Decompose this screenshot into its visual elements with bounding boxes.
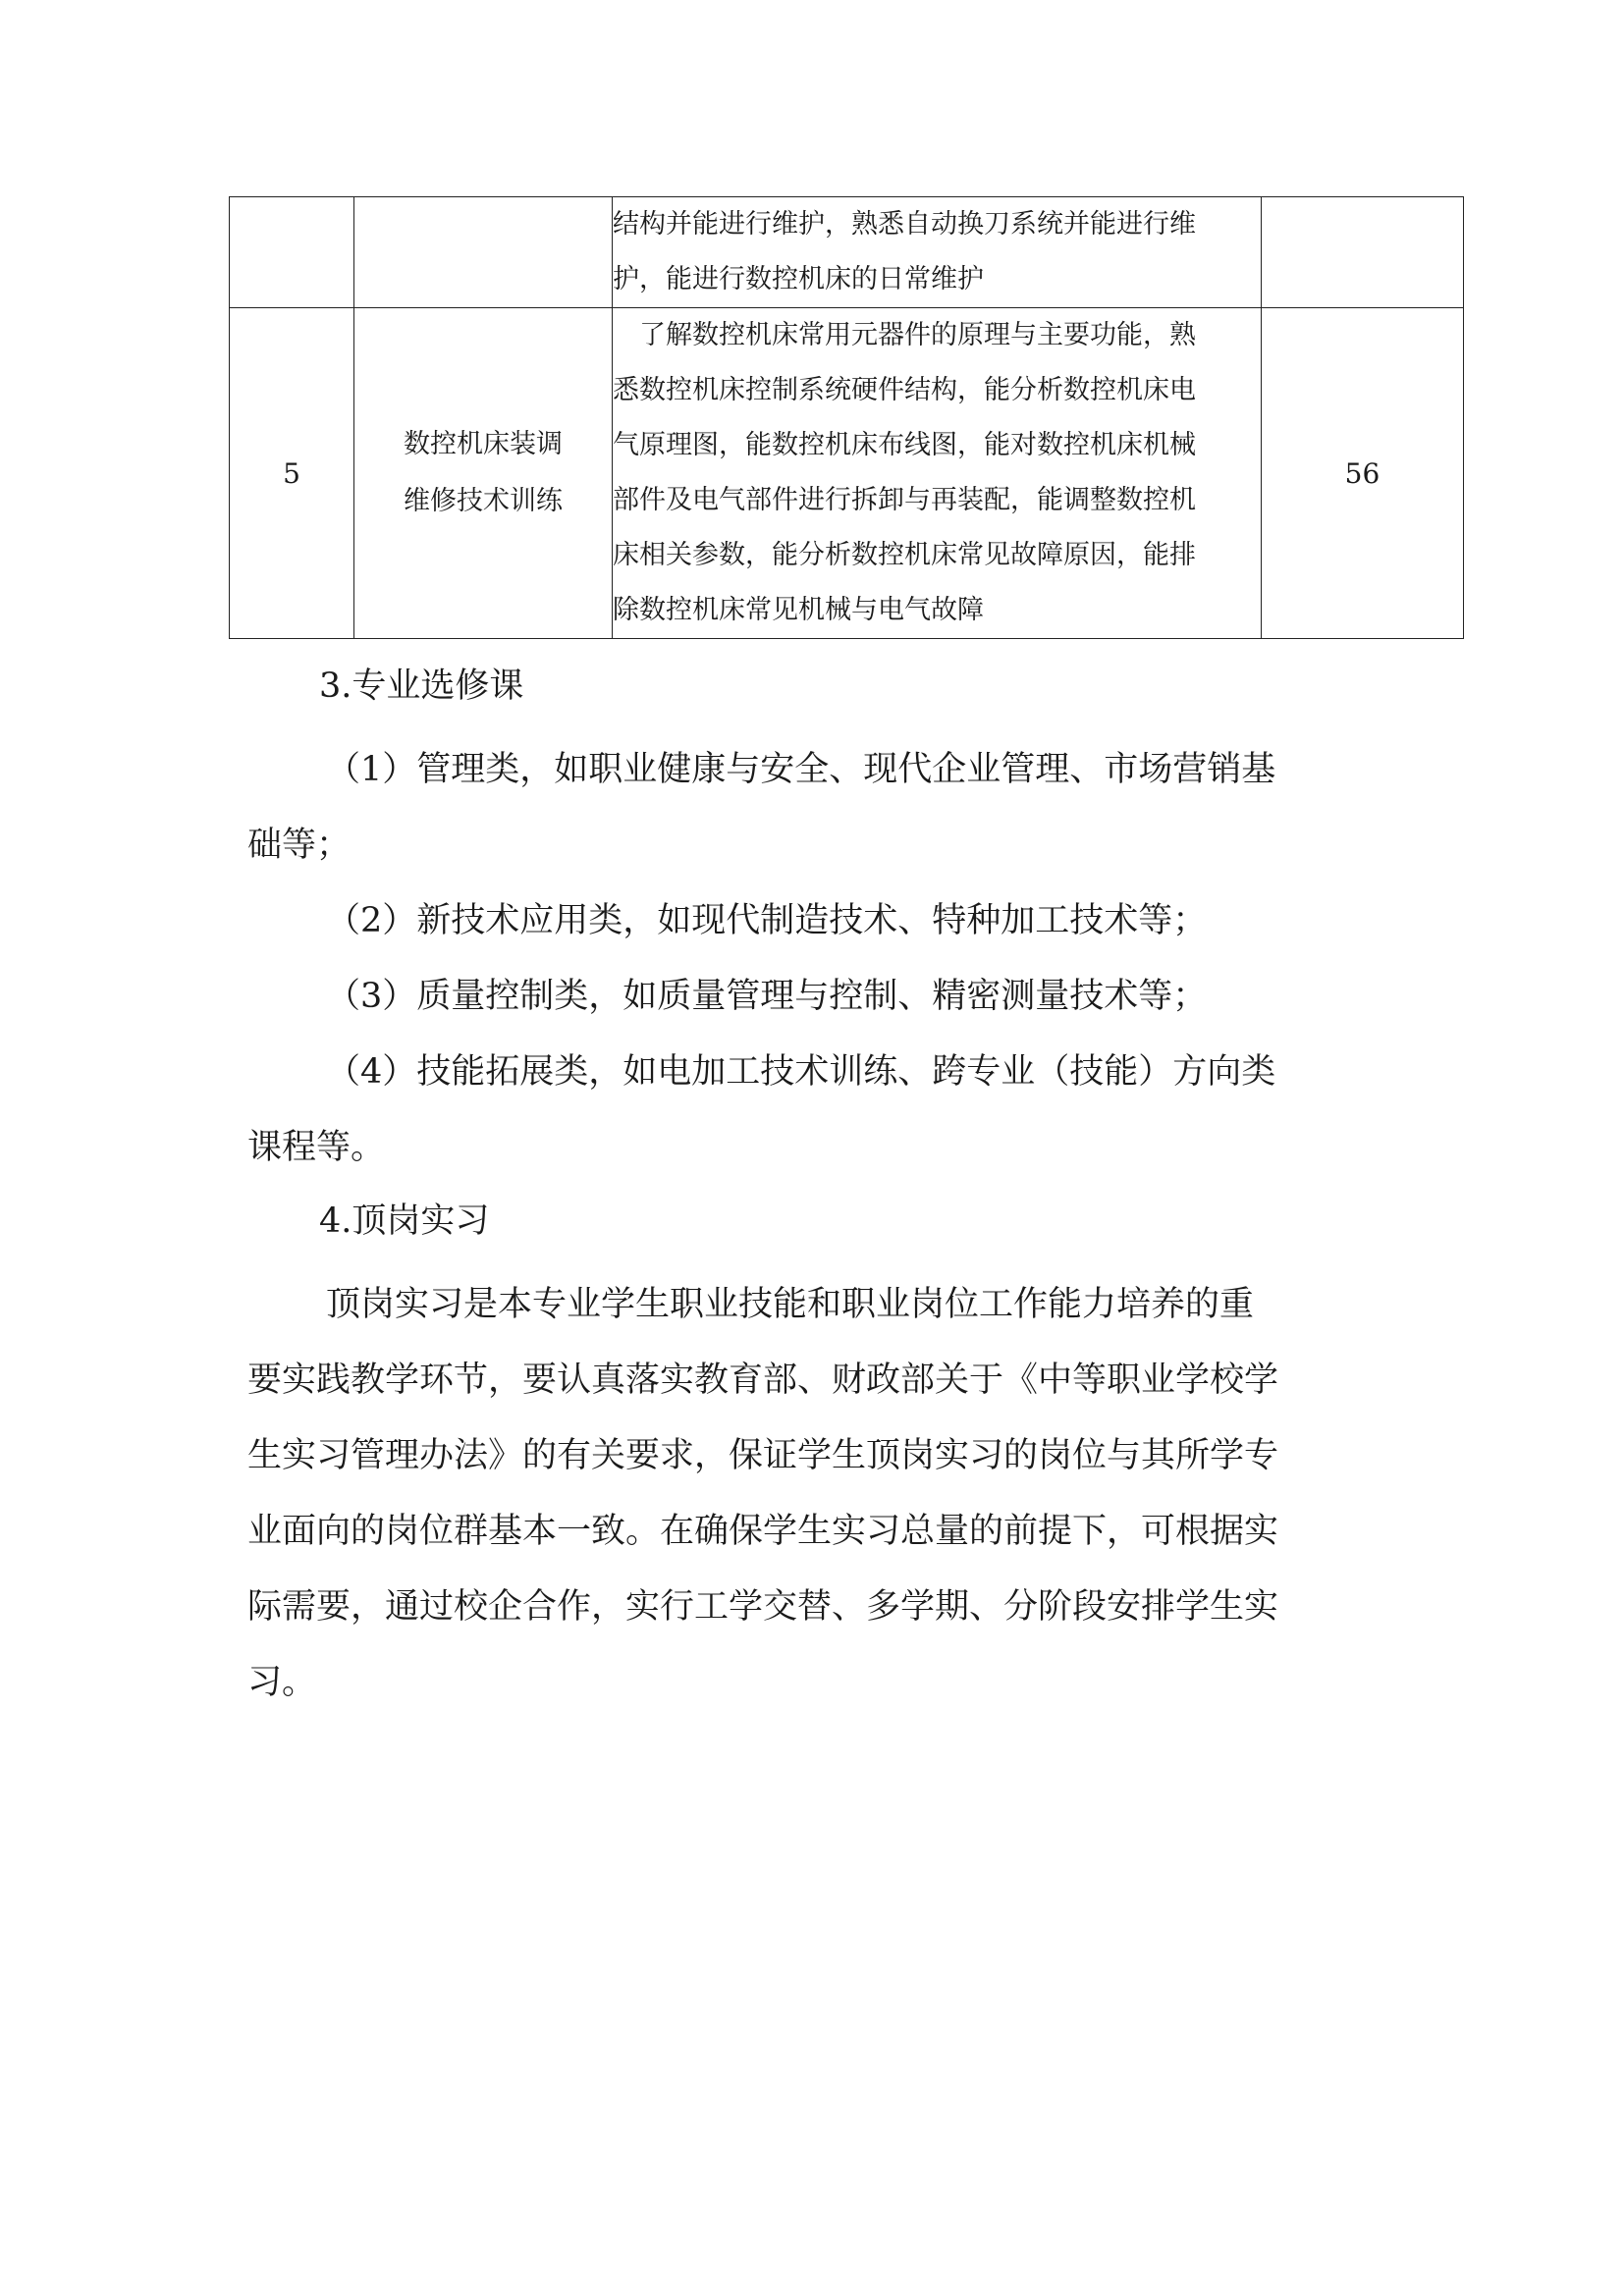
course-name-cell (354, 308, 613, 639)
course-content-cell (613, 308, 1262, 639)
elective-item-line: （1）管理类，如职业健康与安全、现代企业管理、市场营销基 (326, 750, 1276, 789)
course-name-cell (354, 197, 613, 308)
elective-item-line: 础等； (247, 826, 352, 865)
paragraph-line: 业面向的岗位群基本一致。在确保学生实习总量的前提下，可根据实 (247, 1512, 1279, 1551)
elective-item-line: （3）质量控制类，如质量管理与控制、精密测量技术等； (326, 977, 1208, 1016)
section-heading-electives: 3.专业选修课 (319, 667, 524, 706)
content-line: 部件及电气部件进行拆卸与再装配，能调整数控机 (613, 485, 1196, 515)
course-table (229, 196, 1464, 639)
elective-item-line: 课程等。 (247, 1128, 386, 1167)
paragraph-line: 生实习管理办法》的有关要求，保证学生顶岗实习的岗位与其所学专 (247, 1436, 1279, 1475)
table-row (230, 308, 1464, 639)
course-name-line: 数控机床装调 (404, 429, 563, 459)
content-line: 气原理图，能数控机床布线图，能对数控机床机械 (613, 430, 1196, 460)
content-line: 除数控机床常见机械与电气故障 (613, 595, 984, 625)
content-line: 了解数控机床常用元器件的原理与主要功能，熟 (613, 320, 1196, 350)
table-row (230, 197, 1464, 308)
elective-item-line: （2）新技术应用类，如现代制造技术、特种加工技术等； (326, 901, 1208, 940)
row-number-cell: 5 (230, 308, 354, 639)
content-line: 床相关参数，能分析数控机床常见故障原因，能排 (613, 540, 1196, 570)
hours-cell: 56 (1262, 308, 1464, 639)
course-name-line: 维修技术训练 (404, 486, 563, 516)
paragraph-line: 顶岗实习是本专业学生职业技能和职业岗位工作能力培养的重 (326, 1285, 1255, 1324)
content-line: 护，能进行数控机床的日常维护 (613, 264, 984, 294)
content-line: 悉数控机床控制系统硬件结构，能分析数控机床电 (613, 375, 1196, 405)
elective-list (247, 732, 1379, 1186)
paragraph-line: 习。 (247, 1663, 317, 1702)
course-content-cell (613, 197, 1262, 308)
elective-item-line: （4）技能拓展类，如电加工技术训练、跨专业（技能）方向类 (326, 1052, 1276, 1092)
paragraph-line: 际需要，通过校企合作，实行工学交替、多学期、分阶段安排学生实 (247, 1587, 1279, 1627)
hours-cell (1262, 197, 1464, 308)
row-number-cell (230, 197, 354, 308)
internship-paragraph (247, 1267, 1379, 1721)
section-heading-internship: 4.顶岗实习 (319, 1201, 490, 1241)
paragraph-line: 要实践教学环节，要认真落实教育部、财政部关于《中等职业学校学 (247, 1361, 1279, 1400)
content-line: 结构并能进行维护，熟悉自动换刀系统并能进行维 (613, 209, 1196, 240)
